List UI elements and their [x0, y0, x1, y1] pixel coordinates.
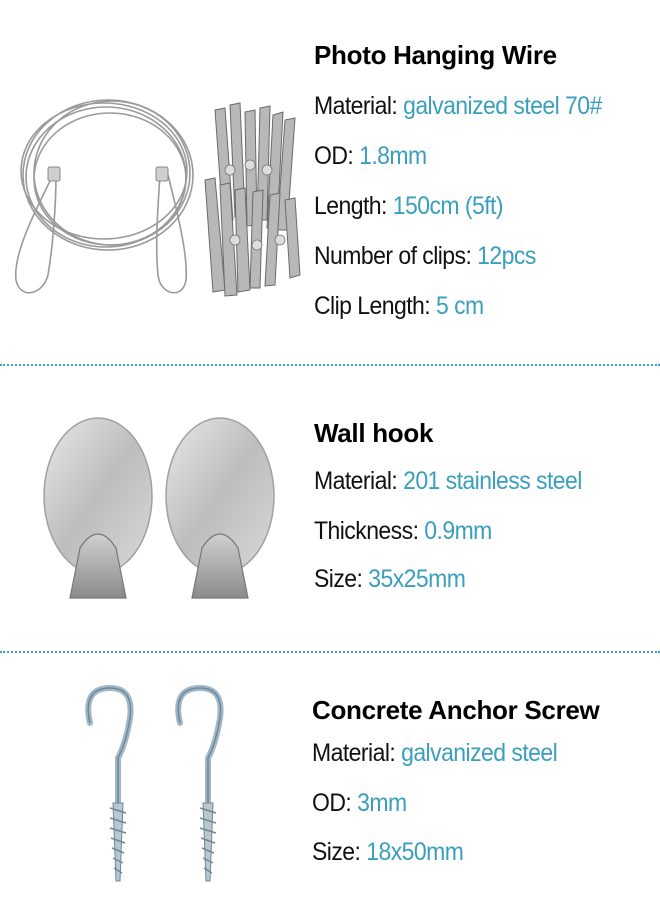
section-title: Concrete Anchor Screw	[312, 695, 600, 725]
spec-size	[312, 838, 463, 867]
spec-length	[314, 192, 503, 221]
section-title: Photo Hanging Wire	[314, 40, 557, 70]
spec-material	[312, 739, 557, 768]
spec-label: Number of clips:	[314, 242, 472, 270]
spec-value: 35x25mm	[368, 565, 466, 593]
spec-label: Material:	[314, 92, 398, 120]
spec-value: 0.9mm	[424, 517, 492, 545]
spec-value: 150cm (5ft)	[392, 192, 503, 220]
spec-value: galvanized steel 70#	[403, 92, 602, 120]
spec-value: 18x50mm	[366, 838, 464, 866]
spec-label: Thickness:	[314, 517, 419, 545]
wire-coil-icon	[8, 95, 198, 305]
spec-value: 201 stainless steel	[403, 467, 582, 495]
spec-label: Clip Length:	[314, 292, 431, 320]
spec-od	[314, 142, 427, 171]
wall-hook-icon	[40, 408, 290, 608]
spec-material	[314, 92, 602, 121]
spec-value: 12pcs	[477, 242, 536, 270]
spec-material	[314, 467, 582, 496]
alligator-clips-icon	[195, 100, 310, 300]
section-photo-hanging-wire	[0, 0, 660, 362]
spec-label: OD:	[312, 789, 352, 817]
spec-label: OD:	[314, 142, 354, 170]
section-concrete-anchor-screw	[0, 653, 660, 900]
spec-value: 5 cm	[435, 292, 484, 320]
section-wall-hook	[0, 366, 660, 649]
spec-od	[312, 789, 407, 818]
spec-thickness	[314, 517, 492, 546]
spec-label: Material:	[312, 739, 396, 767]
spec-label: Size:	[314, 565, 363, 593]
section-title: Wall hook	[314, 418, 434, 448]
spec-label: Length:	[314, 192, 387, 220]
spec-value: 3mm	[357, 789, 407, 817]
spec-clip-count	[314, 242, 536, 271]
spec-value: galvanized steel	[401, 739, 558, 767]
spec-label: Material:	[314, 467, 398, 495]
screw-hook-icon	[70, 683, 240, 888]
spec-clip-length	[314, 292, 484, 321]
spec-value: 1.8mm	[359, 142, 427, 170]
spec-size	[314, 565, 465, 594]
spec-label: Size:	[312, 838, 361, 866]
